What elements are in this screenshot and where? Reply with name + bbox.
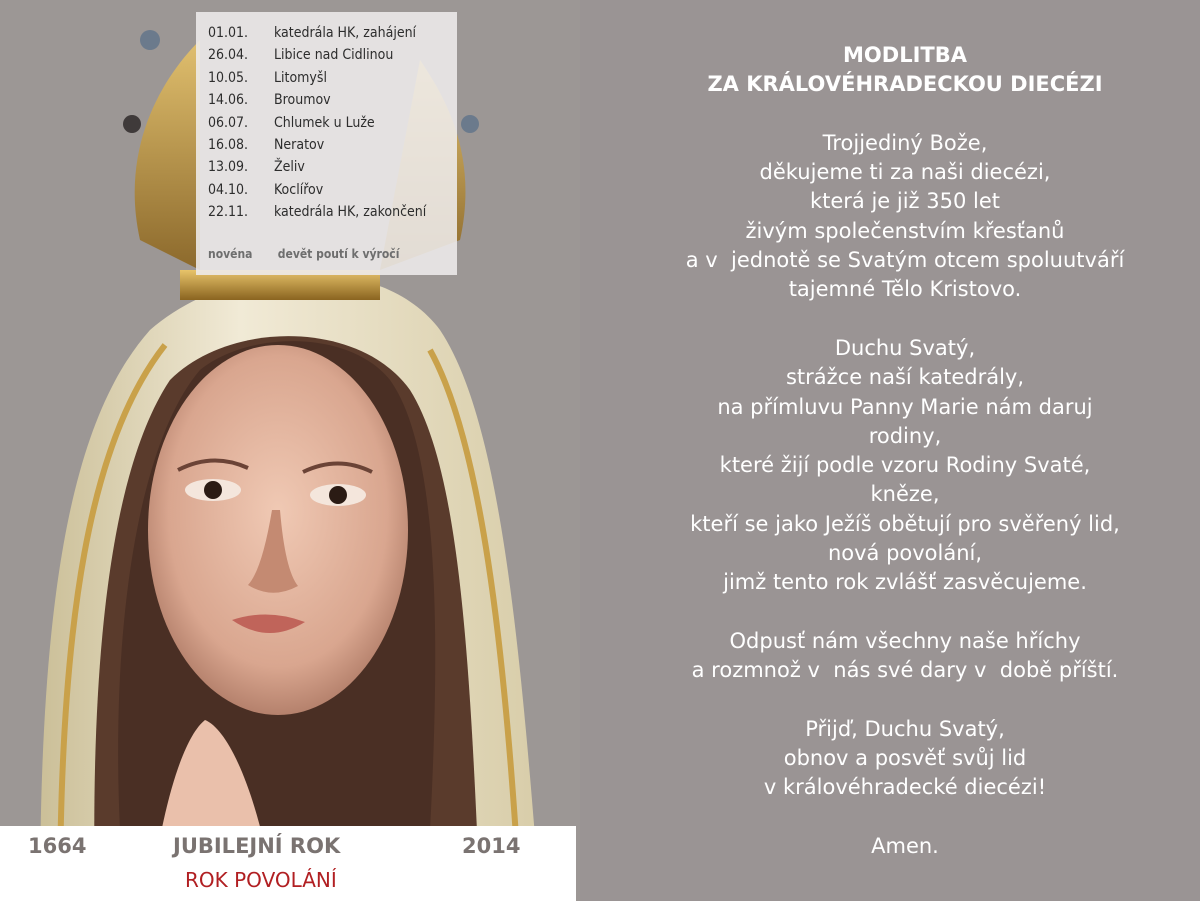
schedule-place: katedrála HK, zahájení — [274, 25, 417, 41]
prayer-line: děkujeme ti za naši diecézi, — [759, 160, 1051, 185]
schedule-date: 13.09. — [208, 159, 249, 176]
schedule-place: Želiv — [274, 159, 305, 176]
prayer-line: kněze, — [870, 482, 940, 507]
schedule-row — [208, 112, 375, 134]
jubilee-banner — [0, 826, 576, 901]
prayer-line: kteří se jako Ježíš obětují pro svěřený lid, — [690, 511, 1120, 536]
prayer-line: Duchu Svatý, — [834, 335, 976, 360]
prayer-body — [610, 100, 1200, 862]
schedule-row — [208, 22, 416, 44]
schedule-date: 16.08. — [208, 137, 249, 153]
schedule-footer-right: devět poutí k výročí — [277, 247, 400, 261]
prayer-line: jimž tento rok zvlášť zasvěcujeme. — [723, 570, 1087, 595]
schedule-place: Chlumek u Luže — [274, 114, 375, 131]
schedule-date: 01.01. — [208, 25, 249, 41]
prayer-line: Amen. — [871, 834, 939, 859]
prayer-line: v královéhradecké diecézi! — [763, 775, 1047, 800]
schedule-date: 04.10. — [208, 181, 249, 198]
schedule-place: Koclířov — [274, 181, 324, 198]
schedule-place: Broumov — [274, 92, 331, 109]
schedule-row — [208, 156, 305, 178]
prayer-line: a rozmnož v nás své dary v době příští. — [691, 658, 1119, 683]
schedule-date: 22.11. — [208, 204, 249, 221]
pilgrimage-schedule — [196, 12, 457, 275]
prayer-line: která je již 350 let — [809, 189, 1001, 214]
prayer-line — [610, 686, 1200, 715]
schedule-place: Neratov — [274, 137, 325, 153]
prayer-line — [610, 100, 1200, 129]
prayer-title-line-1: MODLITBA — [843, 43, 967, 67]
schedule-row — [208, 44, 393, 66]
year-start: 1664 — [28, 834, 87, 858]
prayer-line — [610, 803, 1200, 832]
prayer-text — [610, 41, 1200, 861]
schedule-date: 14.06. — [208, 92, 249, 109]
prayer-line — [610, 598, 1200, 627]
schedule-footer-left: novéna — [208, 247, 253, 261]
prayer-line: na přímluvu Panny Marie nám daruj — [717, 394, 1093, 419]
jubilee-title: JUBILEJNÍ ROK — [173, 834, 341, 858]
jubilee-subtitle: ROK POVOLÁNÍ — [185, 868, 337, 892]
prayer-line: strážce naší katedrály, — [785, 365, 1025, 390]
prayer-line: Přijď, Duchu Svatý, — [805, 716, 1005, 741]
prayer-line: nová povolání, — [827, 541, 983, 566]
schedule-row — [208, 201, 426, 223]
prayer-line: které žijí podle vzoru Rodiny Svaté, — [719, 453, 1091, 478]
prayer-line: živým společenstvím křesťanů — [745, 218, 1065, 243]
prayer-line — [610, 305, 1200, 334]
schedule-date: 06.07. — [208, 114, 249, 131]
schedule-row — [208, 134, 324, 156]
schedule-place: Litomyšl — [274, 69, 327, 86]
schedule-footer — [208, 243, 399, 265]
year-end: 2014 — [462, 834, 521, 858]
prayer-title-line-2: ZA KRÁLOVÉHRADECKOU DIECÉZI — [707, 72, 1103, 97]
schedule-place: Libice nad Cidlinou — [274, 47, 394, 64]
prayer-line: rodiny, — [868, 423, 942, 448]
schedule-date: 10.05. — [208, 69, 249, 86]
prayer-line: tajemné Tělo Kristovo. — [788, 277, 1022, 302]
prayer-line: Trojjediný Bože, — [822, 130, 988, 155]
schedule-place: katedrála HK, zakončení — [274, 204, 427, 221]
prayer-line: Odpusť nám všechny naše hříchy — [729, 628, 1081, 653]
schedule-row — [208, 89, 331, 111]
prayer-line: obnov a posvěť svůj lid — [783, 746, 1027, 771]
schedule-row — [208, 67, 327, 89]
prayer-line: a v jednotě se Svatým otcem spoluutváří — [685, 248, 1125, 273]
schedule-row — [208, 179, 323, 201]
madonna-statue-photo — [0, 0, 580, 901]
schedule-date: 26.04. — [208, 47, 249, 64]
